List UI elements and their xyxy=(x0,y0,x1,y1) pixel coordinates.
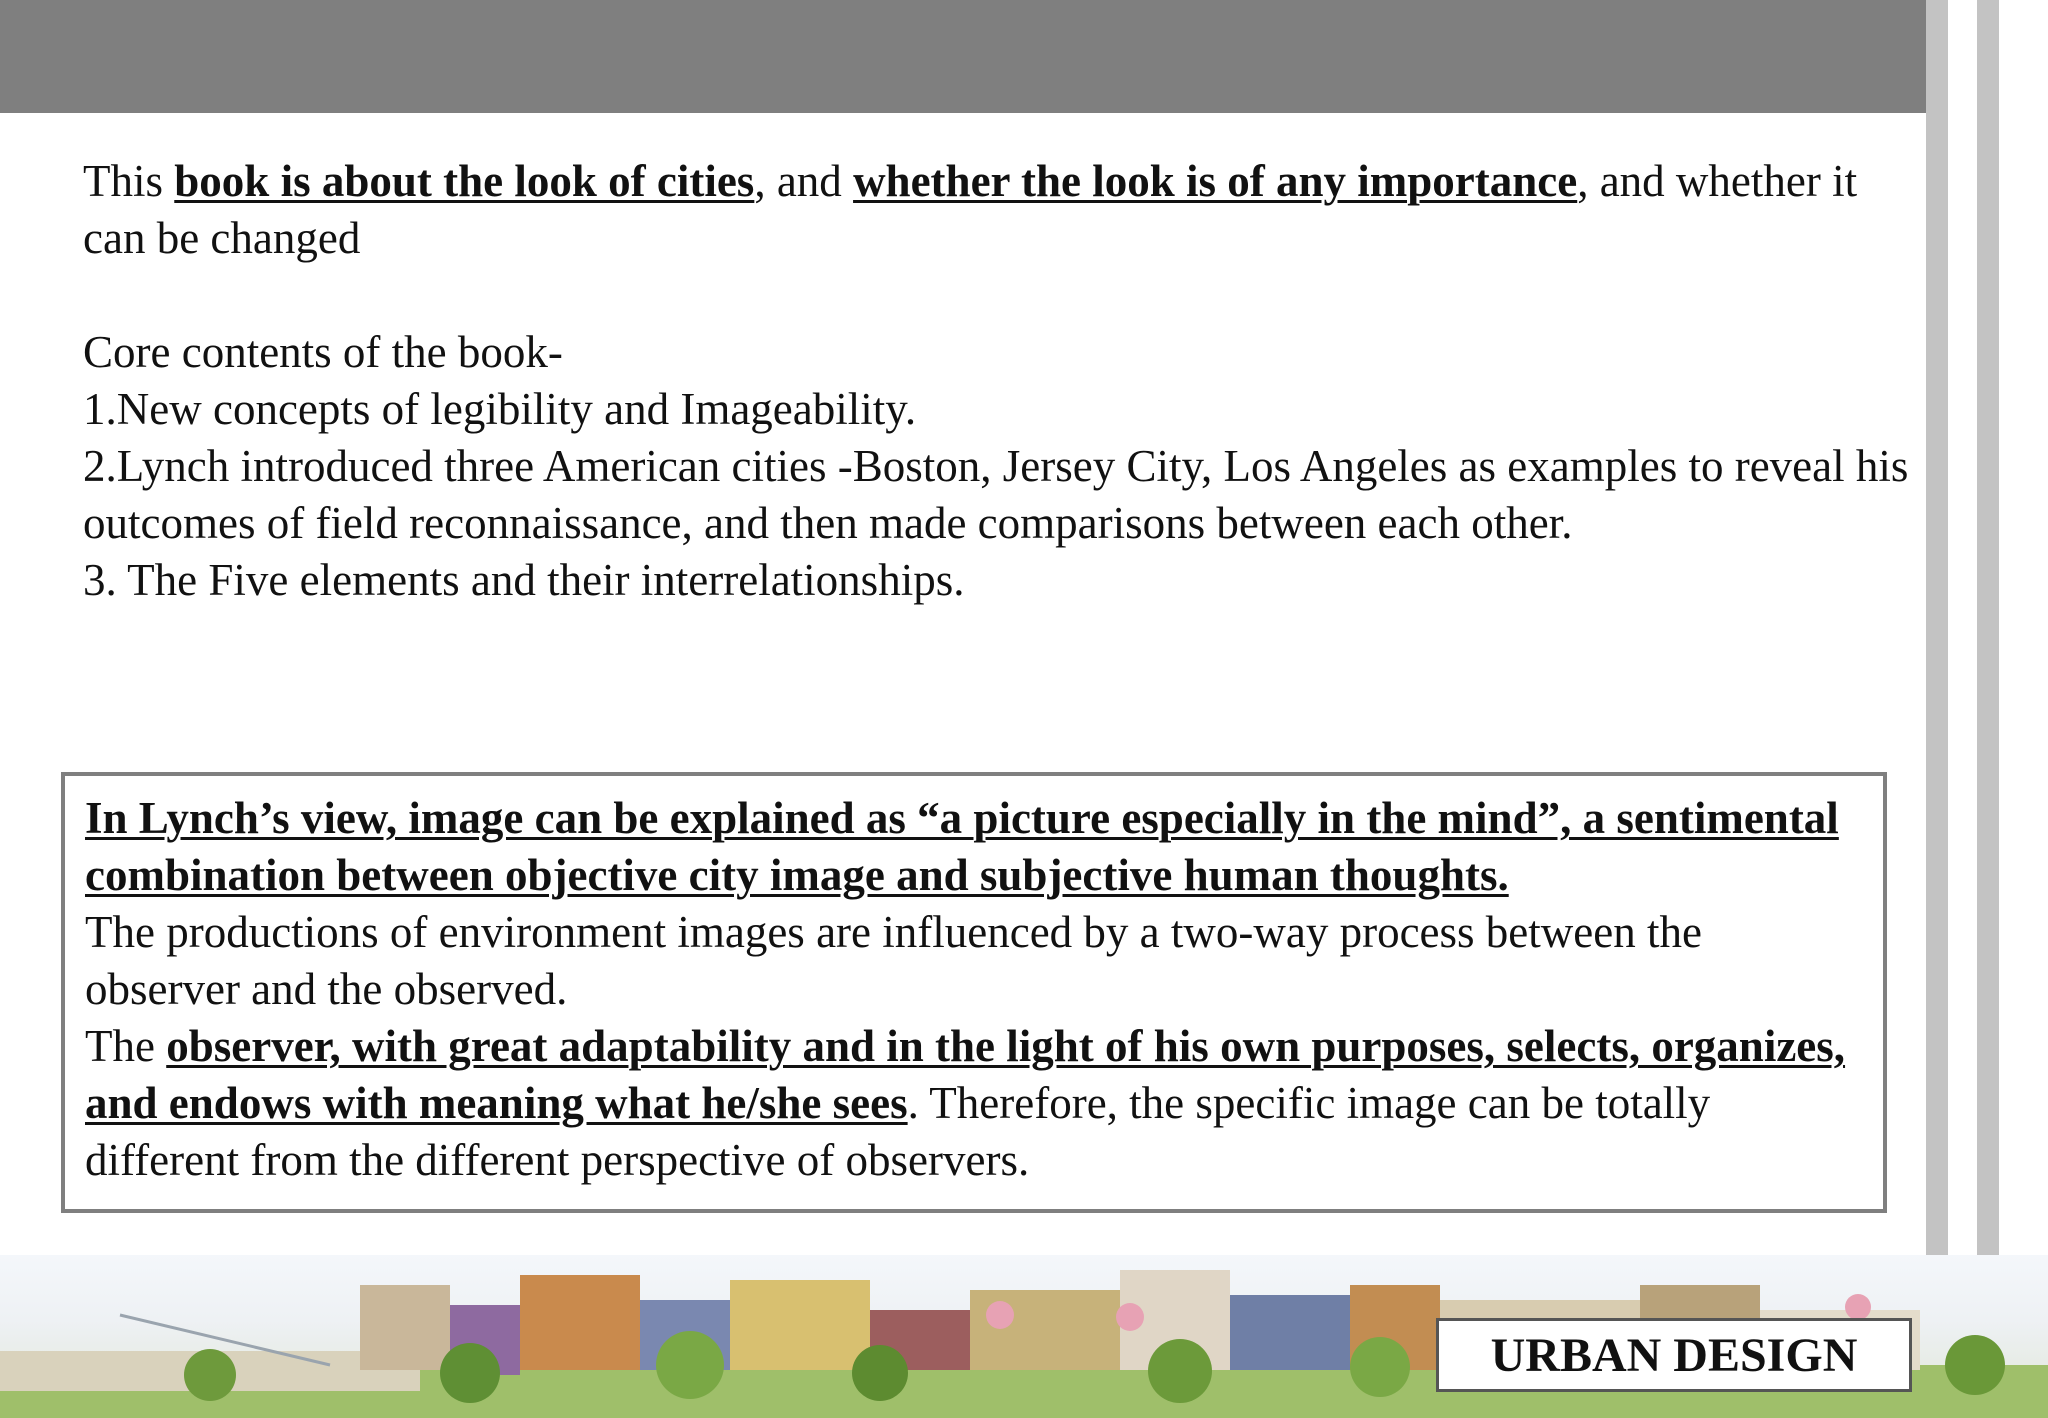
blossom-1 xyxy=(986,1301,1014,1329)
building-5 xyxy=(730,1280,870,1370)
core-item-2: 2.Lynch introduced three American cities -Boston, Jersey City, Los Angeles as examples to reveal his outcomes of field reconnaissance, and then made comparisons between each other. xyxy=(83,441,1909,548)
lynch-view-lead xyxy=(85,790,1863,904)
intro-emph-importance: whether the look is of any importance xyxy=(853,156,1578,206)
lynch-view-box xyxy=(61,772,1887,1213)
intro-seg-0: This xyxy=(83,156,175,206)
tree-4 xyxy=(852,1345,908,1401)
tree-5 xyxy=(1148,1339,1212,1403)
spacer xyxy=(83,267,1923,324)
tree-6 xyxy=(1350,1337,1410,1397)
tree-7 xyxy=(1945,1335,2005,1395)
building-7 xyxy=(970,1290,1120,1370)
core-item-3: 3. The Five elements and their interrelationships. xyxy=(83,555,965,605)
core-item-1: 1.New concepts of legibility and Imageability. xyxy=(83,384,917,434)
building-1 xyxy=(360,1285,450,1370)
urban-design-label: URBAN DESIGN xyxy=(1436,1318,1912,1392)
right-stripe-left xyxy=(1926,0,1948,1418)
header-bar xyxy=(0,0,1926,113)
right-stripe-right xyxy=(1977,0,1999,1418)
tree-2 xyxy=(440,1343,500,1403)
two-way-process-text: The productions of environment images are influenced by a two-way process between the observer and the observed. xyxy=(85,907,1702,1014)
building-3 xyxy=(520,1275,640,1370)
tree-3 xyxy=(656,1331,724,1399)
observer-emph: observer, with great adaptability and in the light of his own purposes, selects, organizes, and endows with meaning what he/she sees xyxy=(85,1021,1846,1128)
intro-seg-2: , and xyxy=(754,156,854,206)
lynch-view-emph: In Lynch’s view, image can be explained as “a picture especially in the mind”, a sentimental combination between objective city image and subjective human thoughts. xyxy=(85,793,1839,900)
observer-paragraph xyxy=(85,1018,1863,1189)
blossom-3 xyxy=(1845,1294,1871,1320)
observer-pre: The xyxy=(85,1021,167,1071)
tree-1 xyxy=(184,1349,236,1401)
observer-post: . Therefore, the specific image can be totally different from the different perspective of observers. xyxy=(85,1078,1711,1185)
intro-sentence xyxy=(83,153,1923,267)
intro-section xyxy=(83,153,1923,609)
core-heading: Core contents of the book- xyxy=(83,327,563,377)
blossom-2 xyxy=(1116,1303,1144,1331)
intro-emph-book-look: book is about the look of cities xyxy=(174,156,755,206)
building-9 xyxy=(1230,1295,1350,1370)
intro-seg-4: , and whether it can be changed xyxy=(83,156,1858,263)
